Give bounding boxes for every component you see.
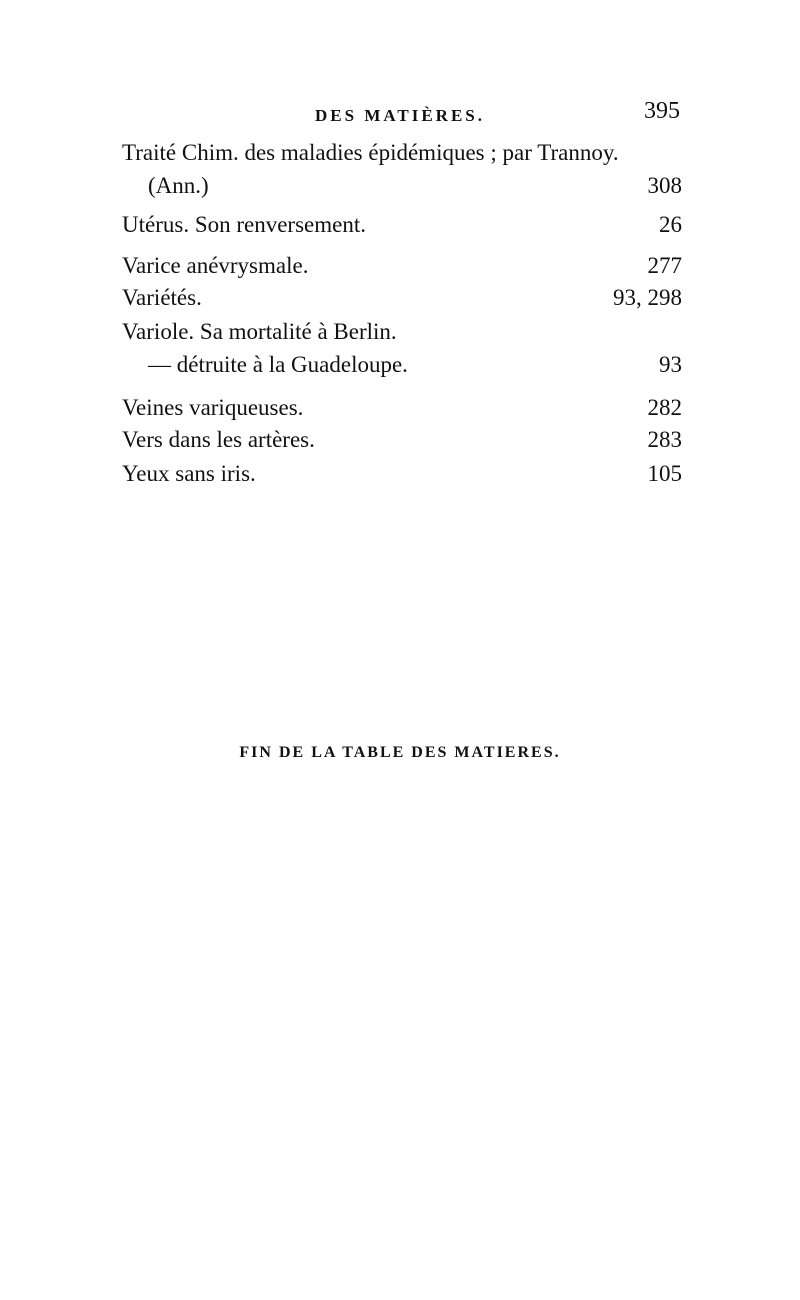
entry-pages: 282 [647, 395, 682, 420]
index-entry [122, 316, 682, 348]
running-title: DES MATIÈRES. [315, 106, 485, 125]
entry-pages: 93, 298 [613, 285, 682, 310]
entry-pages: 105 [647, 461, 682, 486]
index-entry [122, 458, 682, 490]
running-head [120, 98, 680, 134]
entry-term: (Ann.) [148, 173, 209, 198]
entry-term: Yeux sans iris. [122, 461, 256, 486]
index-entry [122, 392, 682, 424]
index-entry [122, 137, 682, 169]
index-entry [122, 424, 682, 456]
index-entry [122, 282, 682, 314]
entry-term: Traité Chim. des maladies épidémiques ; par Trannoy. [122, 140, 619, 165]
index-entry [122, 209, 682, 241]
entry-term: Variétés. [122, 285, 202, 310]
entry-term: Varice anévrysmale. [122, 253, 309, 278]
entry-pages: 93 [659, 352, 682, 377]
entry-term: Vers dans les artères. [122, 427, 315, 452]
entry-term: Variole. Sa mortalité à Berlin. [122, 319, 397, 344]
entry-term: Utérus. Son renversement. [122, 212, 366, 237]
index-entry [122, 250, 682, 282]
page-number: 395 [644, 98, 680, 124]
entry-pages: 308 [647, 173, 682, 198]
index-entry [122, 349, 682, 381]
entry-term: — détruite à la Guadeloupe. [148, 352, 408, 377]
entry-pages: 26 [659, 212, 682, 237]
entry-term: Veines variqueuses. [122, 395, 304, 420]
end-of-table-note: FIN DE LA TABLE DES MATIERES. [239, 744, 561, 761]
entry-pages: 277 [647, 253, 682, 278]
entry-pages: 283 [647, 427, 682, 452]
index-entry [122, 170, 682, 202]
